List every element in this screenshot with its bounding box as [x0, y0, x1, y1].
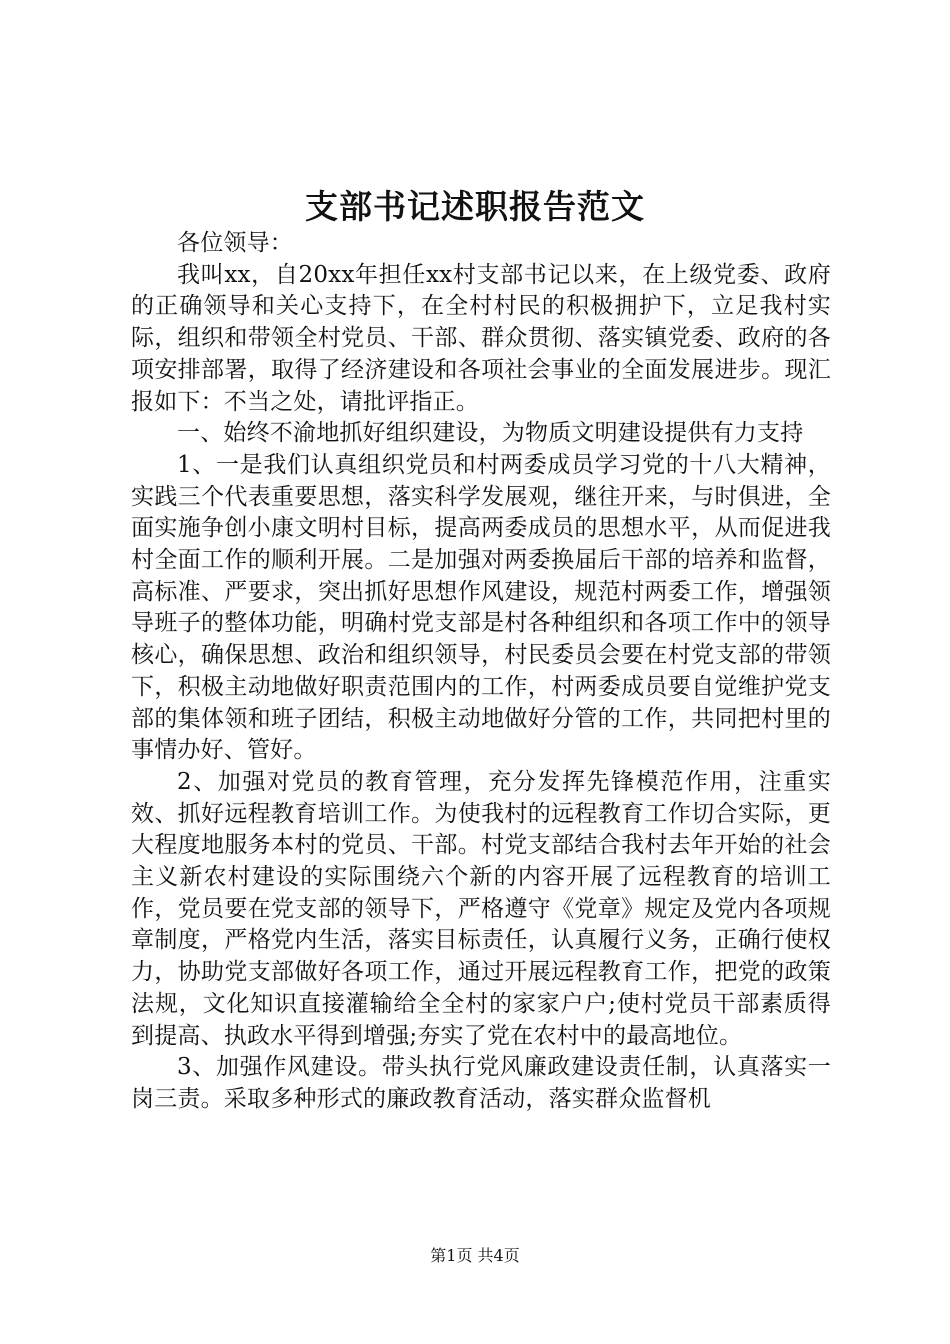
document-title: 支部书记述职报告范文 — [305, 187, 645, 226]
paragraph-item-2: 2、加强对党员的教育管理，充分发挥先锋模范作用，注重实效、抓好远程教育培训工作。为使我村的远程教育工作切合实际，更大程度地服务本村的党员、干部。村党支部结合我村去年开始的社会主义新农村建设的实际围绕六个新的内容开展了远程教育的培训工作，党员要在党支部的领导下，严格遵守《党章》规定及党内各项规章制度，严格党内生活，落实目标责任，认真履行义务，正确行使权力，协助党支部做好各项工作，通过开展远程教育工作，把党的政策法规，文化知识直接灌输给全全村的家家户户;使村党员干部素质得到提高、执政水平得到增强;夯实了党在农村中的最高地位。 — [131, 768, 831, 1049]
page-footer: 第1页 共4页 — [430, 1246, 520, 1265]
paragraph-item-1: 1、一是我们认真组织党员和村两委成员学习党的十八大精神，实践三个代表重要思想，落实科学发展观，继往开来，与时俱进，全面实施争创小康文明村目标，提高两委成员的思想水平，从而促进我村全面工作的顺利开展。二是加强对两委换届后干部的培养和监督，高标准、严要求，突出抓好思想作风建设，规范村两委工作，增强领导班子的整体功能，明确村党支部是村各种组织和各项工作中的领导核心，确保思想、政治和组织领导，村民委员会要在村党支部的带领下，积极主动地做好职责范围内的工作，村两委成员要自觉维护党支部的集体领和班子团结，积极主动地做好分管的工作，共同把村里的事情办好、管好。 — [131, 451, 831, 764]
paragraph-item-3: 3、加强作风建设。带头执行党风廉政建设责任制，认真落实一岗三责。采取多种形式的廉政教育活动，落实群众监督机 — [131, 1054, 831, 1112]
salutation: 各位领导： — [177, 230, 293, 256]
paragraph-intro: 我叫xx，自20xx年担任xx村支部书记以来，在上级党委、政府的正确领导和关心支持下，在全村村民的积极拥护下，立足我村实际，组织和带领全村党员、干部、群众贯彻、落实镇党委、政府的各项安排部署，取得了经济建设和各项社会事业的全面发展进步。现汇报如下：不当之处，请批评指正。 — [131, 261, 831, 415]
section-heading-1: 一、始终不渝地抓好组织建设，为物质文明建设提供有力支持 — [177, 420, 804, 447]
document-body — [131, 228, 831, 1116]
